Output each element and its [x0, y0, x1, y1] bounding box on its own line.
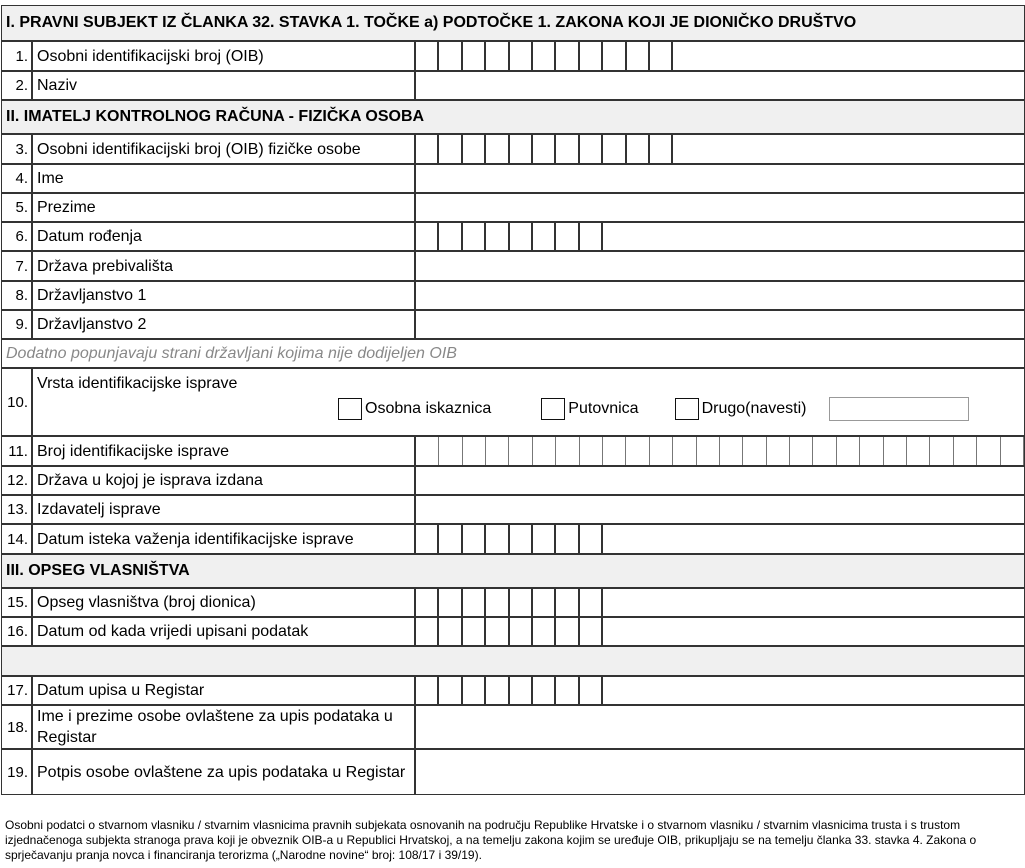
char-box[interactable]: [580, 589, 603, 616]
checkbox[interactable]: [675, 398, 699, 420]
char-box[interactable]: [603, 437, 626, 465]
char-box[interactable]: [439, 677, 462, 704]
row-label: Država prebivališta: [33, 252, 416, 280]
row-drzava-izdavanja: [2, 467, 1024, 496]
row-label: Osobni identifikacijski broj (OIB): [33, 42, 416, 70]
char-box[interactable]: [673, 437, 696, 465]
char-box[interactable]: [580, 135, 603, 163]
char-box[interactable]: [439, 525, 462, 553]
char-box[interactable]: [439, 223, 462, 250]
row-opseg-vlasnistva: [2, 589, 1024, 618]
char-box[interactable]: [580, 618, 603, 645]
char-box[interactable]: [580, 677, 603, 704]
row-label: Datum rođenja: [33, 223, 416, 250]
char-box[interactable]: [439, 135, 462, 163]
row-label: Ime: [33, 165, 416, 192]
char-box[interactable]: [533, 135, 556, 163]
char-box[interactable]: [510, 618, 533, 645]
row-potpis: [2, 750, 1024, 794]
char-box[interactable]: [463, 618, 486, 645]
row-number: 9.: [2, 311, 33, 338]
char-box[interactable]: [463, 135, 486, 163]
row-number: 6.: [2, 223, 33, 250]
char-box[interactable]: [860, 437, 883, 465]
char-box[interactable]: [813, 437, 836, 465]
char-box[interactable]: [463, 437, 486, 465]
birthdate-input-boxes[interactable]: [416, 223, 1024, 250]
residence-country-field[interactable]: [416, 252, 1024, 280]
char-box[interactable]: [627, 42, 650, 70]
row-number: 1.: [2, 42, 33, 70]
char-box[interactable]: [416, 437, 439, 465]
char-box[interactable]: [580, 42, 603, 70]
char-box[interactable]: [463, 223, 486, 250]
char-box[interactable]: [439, 618, 462, 645]
row-number: 4.: [2, 165, 33, 192]
row-vrsta-isprave: [2, 369, 1024, 437]
row-number: 13.: [2, 496, 33, 523]
char-box[interactable]: [486, 135, 509, 163]
row-number: 7.: [2, 252, 33, 280]
char-box[interactable]: [416, 677, 439, 704]
authorized-person-name-field[interactable]: [416, 706, 1024, 748]
row-number: 8.: [2, 282, 33, 309]
row-prezime: [2, 194, 1024, 223]
char-box[interactable]: [556, 618, 579, 645]
char-box[interactable]: [580, 525, 603, 553]
row-number: 3.: [2, 135, 33, 163]
beneficial-owner-form: [1, 5, 1025, 795]
char-box[interactable]: [556, 525, 579, 553]
row-oib-person: [2, 135, 1024, 165]
char-box[interactable]: [463, 525, 486, 553]
issuer-field[interactable]: [416, 496, 1024, 523]
row-drzava-prebivalista: [2, 252, 1024, 282]
id-type-options: [338, 397, 969, 421]
row-label: Opseg vlasništva (broj dionica): [33, 589, 416, 616]
char-box[interactable]: [510, 589, 533, 616]
char-box[interactable]: [463, 677, 486, 704]
char-box[interactable]: [580, 437, 603, 465]
row-drzavljanstvo-1: [2, 282, 1024, 311]
char-box[interactable]: [533, 618, 556, 645]
char-box[interactable]: [556, 677, 579, 704]
char-box[interactable]: [650, 42, 673, 70]
option-putovnica[interactable]: Putovnica: [541, 398, 638, 420]
foreign-citizens-note: Dodatno popunjavaju strani državljani kojima nije dodijeljen OIB: [2, 340, 1024, 369]
row-drzavljanstvo-2: [2, 311, 1024, 340]
section-2-header: II. IMATELJ KONTROLNOG RAČUNA - FIZIČKA OSOBA: [2, 101, 1024, 135]
row-label: Osobni identifikacijski broj (OIB) fizičke osobe: [33, 135, 416, 163]
row-number: 11.: [2, 437, 33, 465]
char-box[interactable]: [954, 437, 977, 465]
char-box[interactable]: [486, 677, 509, 704]
char-box[interactable]: [416, 42, 439, 70]
char-box[interactable]: [533, 677, 556, 704]
char-box[interactable]: [627, 135, 650, 163]
row-label: Državljanstvo 2: [33, 311, 416, 338]
char-box[interactable]: [603, 42, 626, 70]
char-box[interactable]: [439, 589, 462, 616]
char-box[interactable]: [416, 135, 439, 163]
row-number: 16.: [2, 618, 33, 645]
char-box[interactable]: [416, 589, 439, 616]
char-box[interactable]: [439, 42, 462, 70]
char-box[interactable]: [510, 42, 533, 70]
prezime-field[interactable]: [416, 194, 1024, 221]
section-3-header: III. OPSEG VLASNIŠTVA: [2, 555, 1024, 589]
row-label: Država u kojoj je isprava izdana: [33, 467, 416, 494]
char-box[interactable]: [486, 437, 509, 465]
char-box[interactable]: [510, 525, 533, 553]
char-box[interactable]: [556, 135, 579, 163]
char-box[interactable]: [556, 42, 579, 70]
char-box[interactable]: [416, 525, 439, 553]
person-oib-input-boxes[interactable]: [416, 135, 1024, 163]
row-datum-isteka: [2, 525, 1024, 555]
row-datum-rodenja: [2, 223, 1024, 252]
row-number: 2.: [2, 72, 33, 99]
oib-input-boxes[interactable]: [416, 42, 1024, 70]
char-box[interactable]: [463, 589, 486, 616]
char-box[interactable]: [510, 677, 533, 704]
row-number: 10.: [2, 369, 33, 435]
char-box[interactable]: [603, 135, 626, 163]
char-box[interactable]: [930, 437, 953, 465]
row-number: 15.: [2, 589, 33, 616]
row-label: Datum isteka važenja identifikacijske isprave: [33, 525, 416, 553]
row-label: Naziv: [33, 72, 416, 99]
char-box[interactable]: [416, 223, 439, 250]
option-drugo[interactable]: Drugo(navesti): [675, 398, 807, 420]
char-box[interactable]: [533, 223, 556, 250]
row-number: 19.: [2, 750, 33, 794]
char-box[interactable]: [463, 42, 486, 70]
row-label: Datum upisa u Registar: [33, 677, 416, 704]
row-datum-upisa: [2, 677, 1024, 706]
id-number-input-boxes[interactable]: [416, 437, 1024, 465]
char-box[interactable]: [626, 437, 649, 465]
char-box[interactable]: [510, 135, 533, 163]
citizenship-1-field[interactable]: [416, 282, 1024, 309]
row-label: Datum od kada vrijedi upisani podatak: [33, 618, 416, 645]
char-box[interactable]: [486, 589, 509, 616]
char-box[interactable]: [510, 223, 533, 250]
row-ovlastena-osoba: [2, 706, 1024, 750]
row-label: Potpis osobe ovlaštene za upis podataka u Registar: [33, 750, 416, 794]
share-count-input-boxes[interactable]: [416, 589, 1024, 616]
row-oib: [2, 42, 1024, 72]
row-label: Vrsta identifikacijske isprave: [37, 375, 238, 392]
char-box[interactable]: [650, 437, 673, 465]
char-box[interactable]: [486, 525, 509, 553]
checkbox[interactable]: [338, 398, 362, 420]
row-ime: [2, 165, 1024, 194]
row-label: Prezime: [33, 194, 416, 221]
row-label: Ime i prezime osobe ovlaštene za upis podataka u Registar: [33, 706, 416, 748]
char-box[interactable]: [416, 618, 439, 645]
row-label: Izdavatelj isprave: [33, 496, 416, 523]
checkbox[interactable]: [541, 398, 565, 420]
char-box[interactable]: [486, 223, 509, 250]
row-number: 5.: [2, 194, 33, 221]
char-box[interactable]: [884, 437, 907, 465]
row-label: Broj identifikacijske isprave: [33, 437, 416, 465]
char-box[interactable]: [977, 437, 1000, 465]
row-number: 18.: [2, 706, 33, 748]
char-box[interactable]: [486, 618, 509, 645]
signature-field[interactable]: [416, 750, 1024, 794]
char-box[interactable]: [720, 437, 743, 465]
row-number: 12.: [2, 467, 33, 494]
expiry-date-input-boxes[interactable]: [416, 525, 1024, 553]
char-box[interactable]: [533, 589, 556, 616]
registration-date-input-boxes[interactable]: [416, 677, 1024, 704]
issuing-country-field[interactable]: [416, 467, 1024, 494]
char-box[interactable]: [767, 437, 790, 465]
char-box[interactable]: [439, 437, 462, 465]
char-box[interactable]: [556, 589, 579, 616]
char-box[interactable]: [533, 437, 556, 465]
legal-footnote: Osobni podatci o stvarnom vlasniku / stvarnim vlasnicima pravnih subjekata osnovanih na području Republike Hrvatske i o stvarnom vlasniku / stvarnim vlasnicima trusta i s trustom izjednačenoga subjekta stranoga prava koji je obveznik OIB-a u Republici Hrvatskoj, a na temelju zakona kojim se uređuje OIB, prikupljaju se na temelju članka 33. stavka 4. Zakona o sprječavanju pranja novca i financiranja terorizma („Narodne novine“ broj: 108/17 i 39/19).: [5, 818, 977, 862]
char-box[interactable]: [907, 437, 930, 465]
char-box[interactable]: [790, 437, 813, 465]
blank-separator: [2, 647, 1024, 677]
citizenship-2-field[interactable]: [416, 311, 1024, 338]
char-box[interactable]: [650, 135, 673, 163]
char-box[interactable]: [837, 437, 860, 465]
row-number: 17.: [2, 677, 33, 704]
row-number: 14.: [2, 525, 33, 553]
char-box[interactable]: [1001, 437, 1024, 465]
ime-field[interactable]: [416, 165, 1024, 192]
char-box[interactable]: [556, 437, 579, 465]
char-box[interactable]: [486, 42, 509, 70]
char-box[interactable]: [533, 525, 556, 553]
char-box[interactable]: [533, 42, 556, 70]
section-1-header: I. PRAVNI SUBJEKT IZ ČLANKA 32. STAVKA 1. TOČKE a) PODTOČKE 1. ZAKONA KOJI JE DIONIČKO DRUŠTVO: [2, 6, 1024, 42]
row-broj-isprave: [2, 437, 1024, 467]
char-box[interactable]: [697, 437, 720, 465]
char-box[interactable]: [580, 223, 603, 250]
other-id-type-input[interactable]: [829, 397, 969, 421]
valid-from-date-input-boxes[interactable]: [416, 618, 1024, 645]
naziv-field[interactable]: [416, 72, 1024, 99]
char-box[interactable]: [556, 223, 579, 250]
char-box[interactable]: [509, 437, 532, 465]
char-box[interactable]: [743, 437, 766, 465]
row-datum-vrijedi: [2, 618, 1024, 647]
row-izdavatelj: [2, 496, 1024, 525]
row-naziv: [2, 72, 1024, 101]
option-osobna-iskaznica[interactable]: Osobna iskaznica: [338, 398, 491, 420]
row-label: Državljanstvo 1: [33, 282, 416, 309]
